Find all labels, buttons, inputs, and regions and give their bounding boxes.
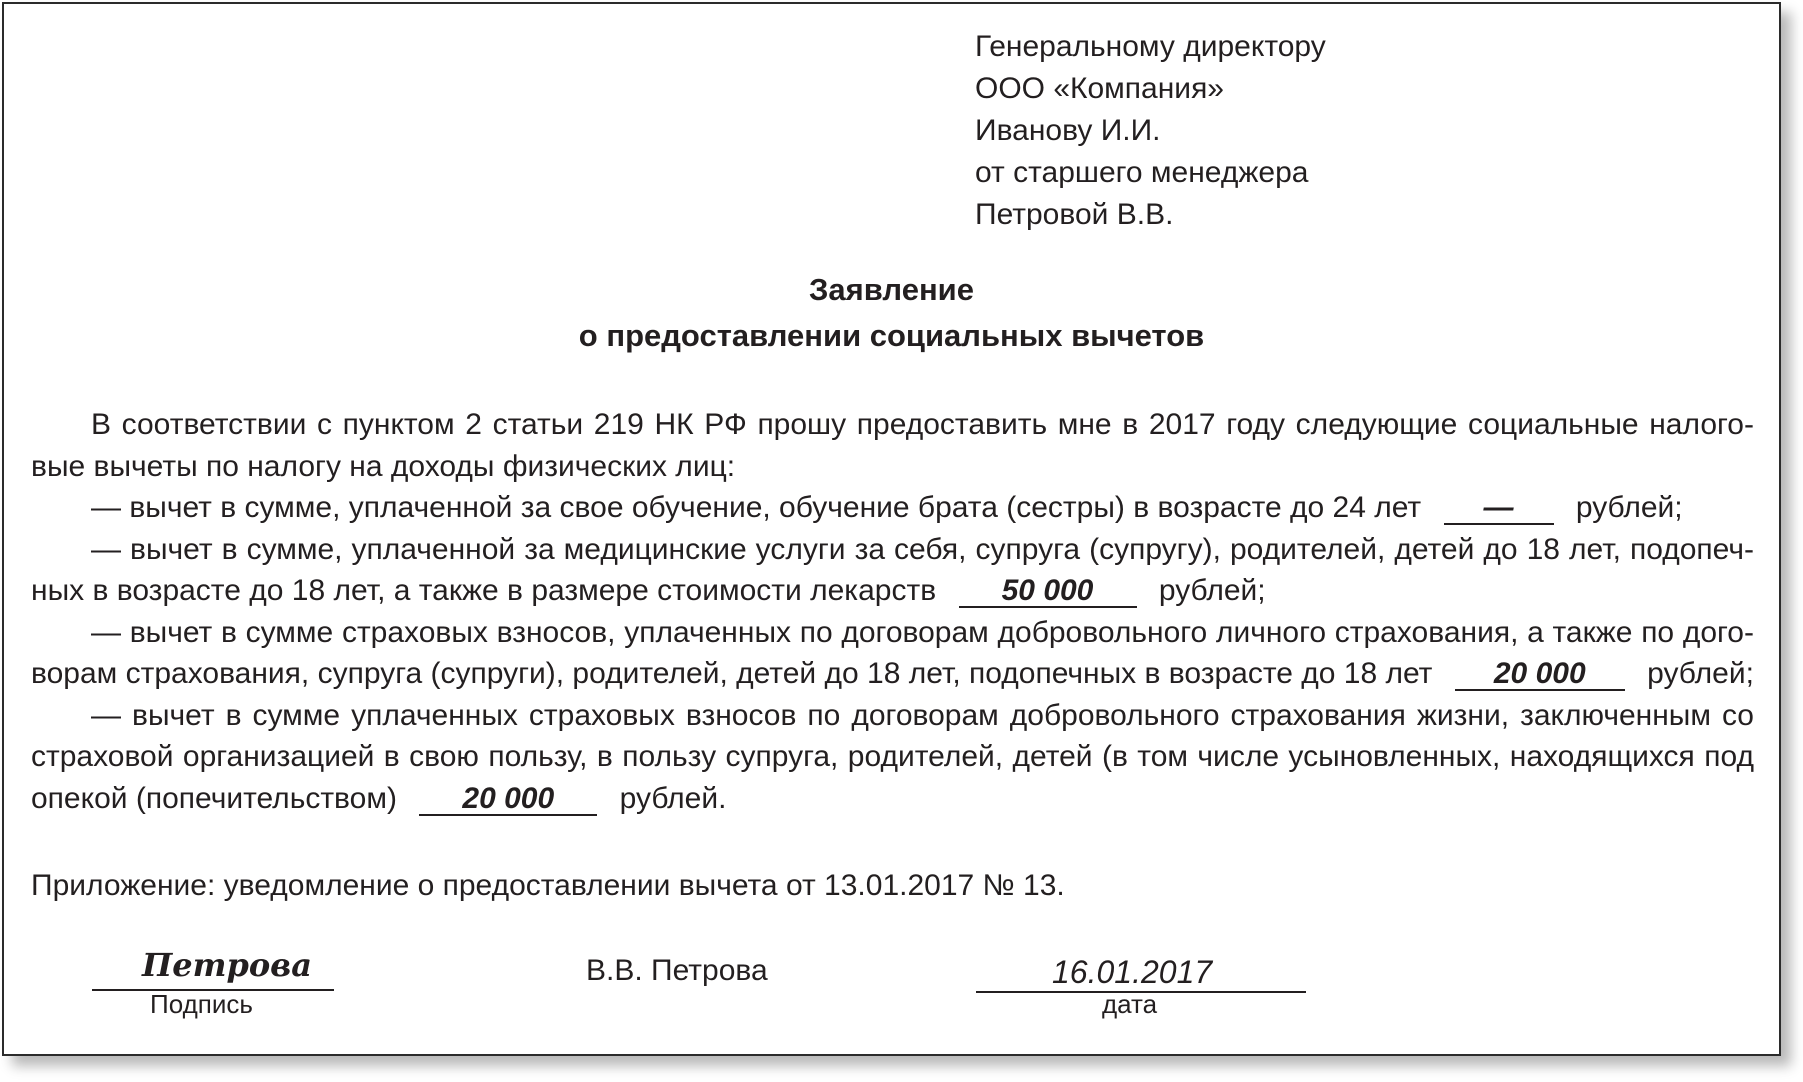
deduction-unit: рублей. [619,781,727,815]
addressee-line: от старшего менеджера [975,156,1309,189]
document-title: Заявление [809,272,974,307]
intro-paragraph: В соответствии с пунктом 2 статьи 219 НК РФ прошу предоставить мне в 2017 году следующие социальные налоговые вычеты по налогу на доходы физических лиц: [31,408,1754,483]
addressee-line: Иванову И.И. [975,114,1161,147]
deduction-amount: 50 000 [959,576,1137,608]
deduction-amount: 20 000 [1455,659,1625,691]
deduction-unit: рублей; [1575,491,1683,524]
deduction-text: — вычет в сумме страховых взносов, уплаченных по договорам добровольного личного страхования, а также по договорам страхования, супруга (супруги), родителей, детей до 18 лет, подопечных в возрасте до 18 лет [31,615,1754,690]
addressee-line: Генеральному директору [975,30,1326,63]
addressee-line: Петровой В.В. [975,198,1174,231]
deduction-amount: 20 000 [419,784,597,816]
deduction-unit: рублей; [1158,574,1266,607]
appendix-note: Приложение: уведомление о предоставлении вычета от 13.01.2017 № 13. [31,869,1065,902]
document-body [31,404,1754,819]
addressee-line: ООО «Компания» [975,72,1224,105]
deduction-text: — вычет в сумме, уплаченной за медицинские услуги за себя, супруга (супругу), родителей, детей до 18 лет, подопечных в возрасте до 18 лет, а также в размере стоимости лекарств [31,532,1754,607]
signer-name: В.В. Петрова [586,954,768,987]
date-value: 16.01.2017 [1052,954,1213,990]
deduction-amount: — [1444,493,1554,525]
deduction-unit: рублей; [1647,657,1754,690]
handwritten-signature: Петрова [142,946,312,984]
deduction-text: — вычет в сумме уплаченных страховых взносов по договорам добровольного страхования жизни, заключенным со страховой организацией в свою пользу, в пользу супруга, родителей, детей (в том числе усыновленных, находящихся под опекой (попечительством) [31,698,1754,815]
document-subtitle: о предоставлении социальных вычетов [578,318,1205,353]
deduction-item [31,529,1754,612]
signature-label: Подпись [150,989,253,1019]
deduction-text: — вычет в сумме, уплаченной за свое обучение, обучение брата (сестры) в возрасте до 24 лет [91,491,1422,524]
document-page [2,2,1781,1056]
deduction-item [31,695,1754,820]
date-label: дата [1102,989,1158,1019]
deduction-item [31,487,1754,529]
addressee-block [975,26,1326,236]
deduction-item [31,612,1754,695]
